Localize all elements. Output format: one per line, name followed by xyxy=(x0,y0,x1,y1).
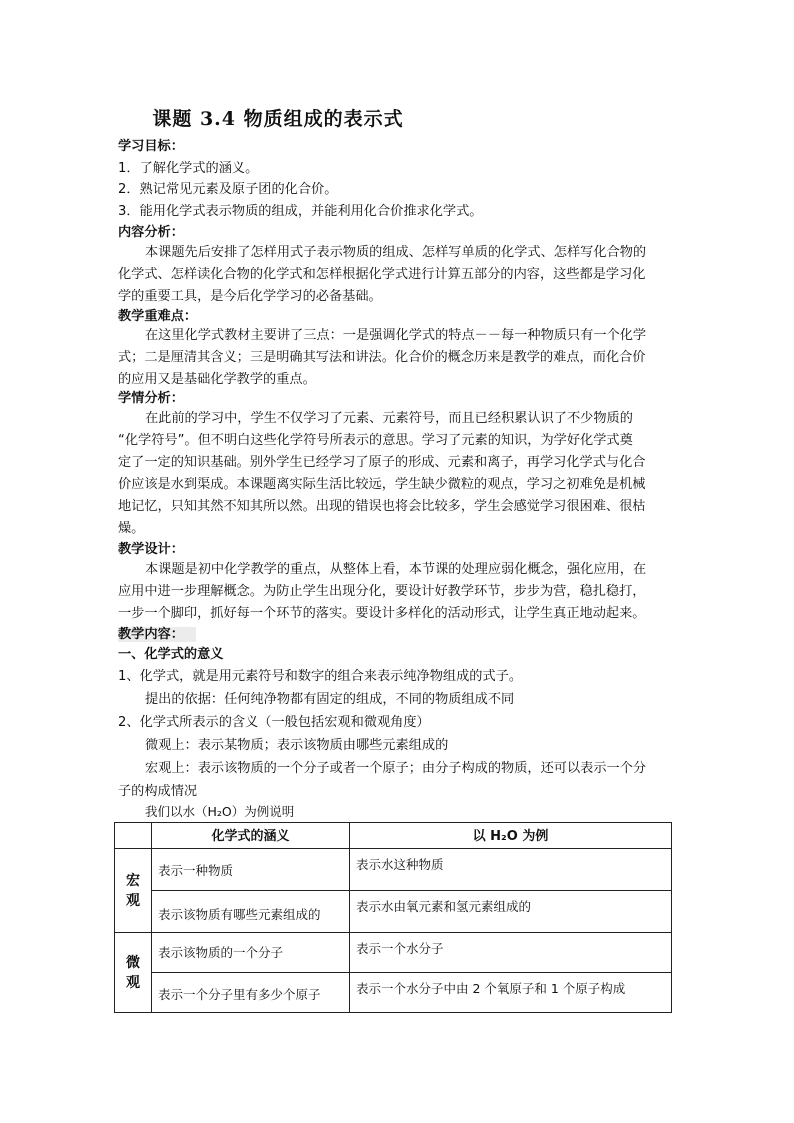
paragraph-line: 地记忆，只知其然不知其所以然。出现的错误也将会比较多，学生会感觉学习很困难、很枯 xyxy=(118,499,646,514)
table-cell: 表示一种物质 xyxy=(152,849,350,891)
table-cell: 表示该物质的一个分子 xyxy=(152,933,350,973)
paragraph-line: 式；二是厘清其含义；三是明确其写法和讲法。化合价的概念历来是教学的难点，而化合价 xyxy=(118,350,646,365)
table-cell: 表示水由氧元素和氢元素组成的 xyxy=(350,891,672,933)
group-label-macro xyxy=(115,849,152,933)
table-cell: 表示该物质有哪些元素组成的 xyxy=(152,891,350,933)
table-corner-cell xyxy=(115,823,152,849)
paragraph-line: 本课题是初中化学教学的重点，从整体上看，本节课的处理应弱化概念，强化应用，在 xyxy=(145,562,647,577)
goal-item: 2．熟记常见元素及原子团的化合价。 xyxy=(118,182,338,197)
paragraph-line: 燥。 xyxy=(118,521,145,536)
paragraph-line: 微观上：表示某物质；表示该物质由哪些元素组成的 xyxy=(145,738,449,753)
paragraph-line: “化学符号”。但不明白这些化学符号所表示的意思。学习了元素的知识，为学好化学式奠 xyxy=(118,433,633,448)
table-cell: 表示一个水分子 xyxy=(350,933,672,973)
page-title: 课题 3.4 物质组成的表示式 xyxy=(152,108,404,130)
table-header-row xyxy=(115,823,672,849)
group-label-micro xyxy=(115,933,152,1013)
table-row xyxy=(115,891,672,933)
group-label-char: 微 xyxy=(126,954,140,971)
paragraph-line: 的应用又是基础化学教学的重点。 xyxy=(118,372,316,387)
goals-heading: 学习目标： xyxy=(118,139,184,154)
paragraph-line: 在此前的学习中，学生不仅学习了元素、元素符号，而且已经积累认识了不少物质的 xyxy=(145,411,633,426)
paragraph-line: 价应该是水到渠成。本课题离实际生活比较远，学生缺少微粒的观点，学习之初难免是机械 xyxy=(118,477,646,492)
table-row xyxy=(115,933,672,973)
part1-heading: 一、化学式的意义 xyxy=(118,647,224,662)
key-points-heading: 教学重难点： xyxy=(118,309,198,324)
table-cell: 表示一个水分子中由 2 个氧原子和 1 个原子构成 xyxy=(350,973,672,1013)
paragraph-line: 化学式、怎样读化合物的化学式和怎样根据化学式进行计算五部分的内容，这些都是学习化 xyxy=(118,267,646,282)
paragraph-line: 子的构成情况 xyxy=(118,784,198,799)
meaning-table xyxy=(114,822,672,1013)
table-row xyxy=(115,849,672,891)
paragraph-line: 应用中进一步理解概念。为防止学生出现分化，要设计好教学环节，步步为营，稳扎稳打， xyxy=(118,584,646,599)
table-row xyxy=(115,973,672,1013)
table-header-cell: 以 H₂O 为例 xyxy=(350,823,672,849)
paragraph-line: 定了一定的知识基础。别外学生已经学习了原子的形成、元素和离子，再学习化学式与化合 xyxy=(118,455,646,470)
paragraph-line: 在这里化学式教材主要讲了三点：一是强调化学式的特点－－每一种物质只有一个化学 xyxy=(145,328,647,343)
group-label-char: 宏 xyxy=(126,872,140,889)
table-cell: 表示水这种物质 xyxy=(350,849,672,891)
paragraph-line: 宏观上：表示该物质的一个分子或者一个原子；由分子构成的物质，还可以表示一个分 xyxy=(145,761,647,776)
group-label-char: 观 xyxy=(126,892,140,909)
paragraph-line: 本课题先后安排了怎样用式子表示物质的组成、怎样写单质的化学式、怎样写化合物的 xyxy=(145,245,647,260)
content-analysis-heading: 内容分析： xyxy=(118,225,184,240)
table-header-cell: 化学式的涵义 xyxy=(152,823,350,849)
goal-item: 1．了解化学式的涵义。 xyxy=(118,161,259,176)
group-label-char: 观 xyxy=(126,974,140,991)
paragraph-line: 1、化学式，就是用元素符号和数字的组合来表示纯净物组成的式子。 xyxy=(118,669,523,684)
goal-item: 3．能用化学式表示物质的组成，并能利用化合价推求化学式。 xyxy=(118,204,483,219)
paragraph-line: 学的重要工具，是今后化学学习的必备基础。 xyxy=(118,289,382,304)
paragraph-line: 一步一个脚印，抓好每一个环节的落实。要设计多样化的活动形式，让学生真正地动起来。 xyxy=(118,606,646,621)
paragraph-line: 2、化学式所表示的含义（一般包括宏观和微观角度） xyxy=(118,715,430,730)
teaching-content-heading: 教学内容： xyxy=(118,627,196,642)
paragraph-line: 我们以水（H₂O）为例说明 xyxy=(145,804,295,819)
table-cell: 表示一个分子里有多少个原子 xyxy=(152,973,350,1013)
paragraph-line: 提出的依据：任何纯净物都有固定的组成，不同的物质组成不同 xyxy=(145,692,515,707)
design-heading: 教学设计： xyxy=(118,542,184,557)
student-analysis-heading: 学情分析： xyxy=(118,391,184,406)
